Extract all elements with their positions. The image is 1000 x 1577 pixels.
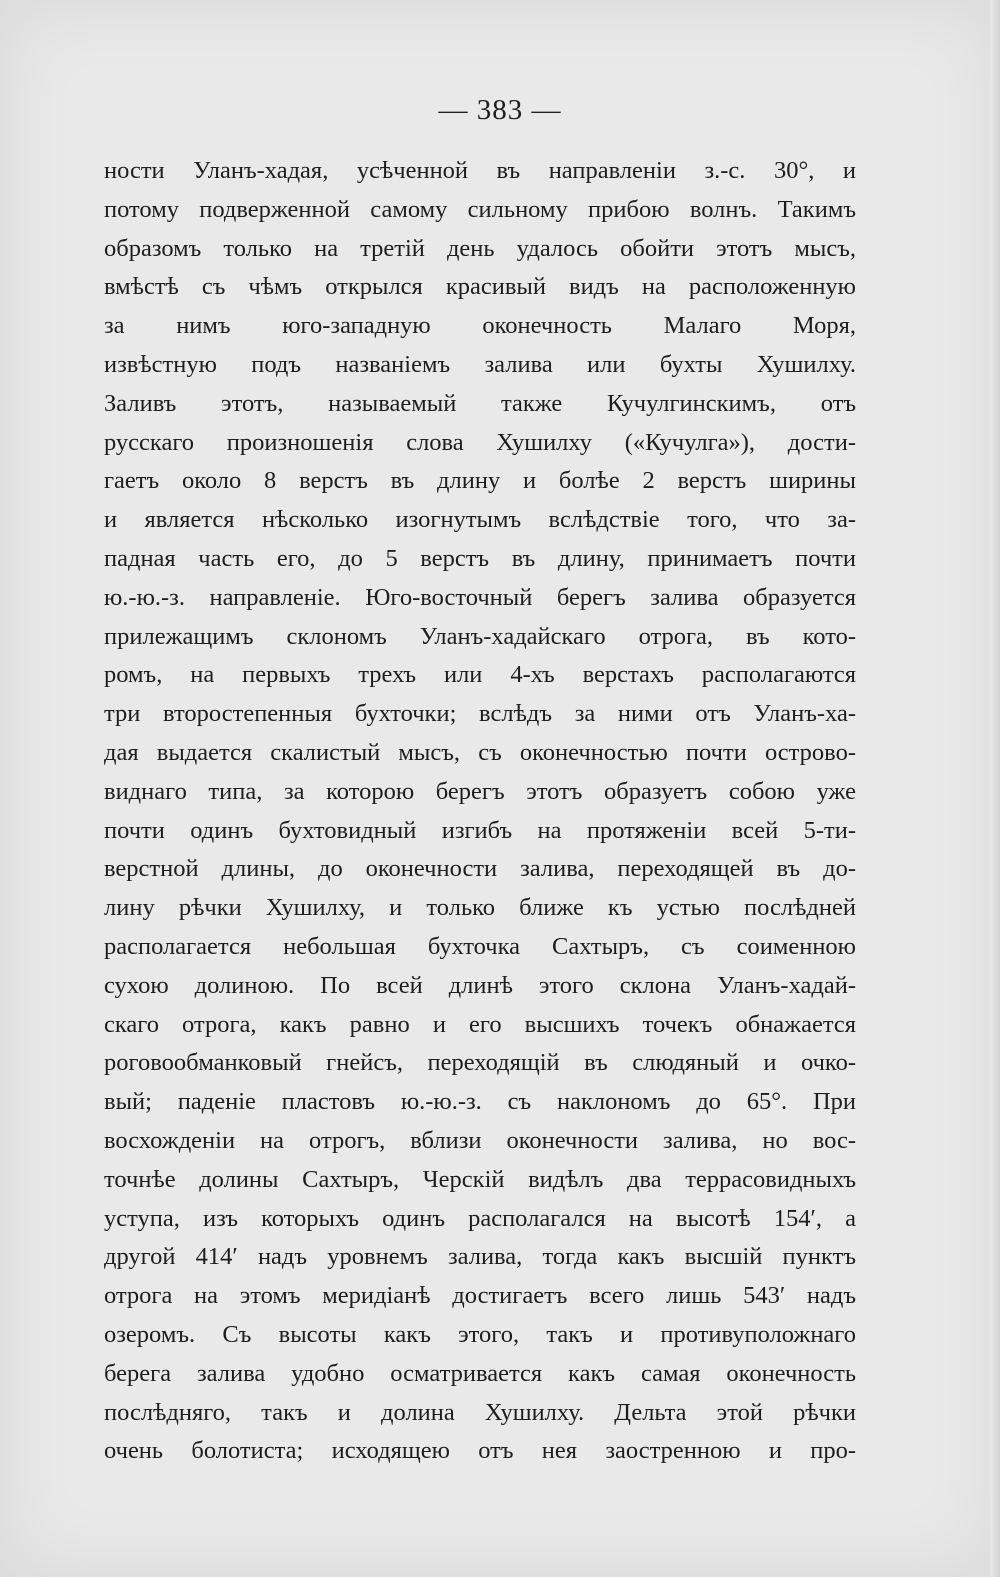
- page-edge-shadow: [990, 0, 1000, 1577]
- text-line-6: извѣстную подъ названіемъ залива или бухты Хушилху.: [104, 350, 856, 378]
- text-line-34: очень болотиста; исходящею отъ нея заостренною и про-: [104, 1437, 856, 1465]
- text-line-7: Заливъ этотъ, называемый также Кучулгинскимъ, отъ: [104, 389, 856, 417]
- text-line-9: гаетъ около 8 верстъ въ длину и болѣе 2 верстъ ширины: [104, 467, 856, 495]
- text-line-27: точнѣе долины Сахтыръ, Черскій видѣлъ два террасовидныхъ: [104, 1165, 856, 1193]
- text-line-15: три второстепенныя бухточки; вслѣдъ за ними отъ Уланъ-ха-: [104, 700, 856, 728]
- text-line-33: послѣдняго, такъ и долина Хушилху. Дельта этой рѣчки: [104, 1398, 856, 1426]
- text-line-30: отрога на этомъ меридіанѣ достигаетъ всего лишь 543′ надъ: [104, 1282, 856, 1310]
- body-text: [104, 152, 856, 1471]
- text-line-2: потому подверженной самому сильному прибою волнъ. Такимъ: [104, 195, 856, 223]
- text-line-11: падная часть его, до 5 верстъ въ длину, принимаетъ почти: [104, 544, 856, 572]
- text-line-28: уступа, изъ которыхъ одинъ располагался на высотѣ 154′, а: [104, 1204, 856, 1232]
- page-number: — 383 —: [438, 94, 562, 126]
- text-line-32: берега залива удобно осматривается какъ самая оконечность: [104, 1359, 856, 1387]
- text-line-17: виднаго типа, за которою берегъ этотъ образуетъ собою уже: [104, 777, 856, 805]
- text-line-1: ности Уланъ-хадая, усѣченной въ направленіи з.-с. 30°, и: [104, 157, 856, 184]
- text-line-21: располагается небольшая бухточка Сахтыръ, съ соименною: [104, 932, 856, 960]
- text-line-29: другой 414′ надъ уровнемъ залива, тогда какъ высшій пунктъ: [104, 1243, 856, 1271]
- text-line-12: ю.-ю.-з. направленіе. Юго-восточный берегъ залива образуется: [104, 583, 856, 611]
- text-line-8: русскаго произношенія слова Хушилху («Кучулга»), дости-: [104, 428, 856, 456]
- text-line-18: почти одинъ бухтовидный изгибъ на протяженіи всей 5-ти-: [104, 816, 856, 844]
- text-line-22: сухою долиною. По всей длинѣ этого склона Уланъ-хадай-: [104, 971, 856, 999]
- text-line-14: ромъ, на первыхъ трехъ или 4-хъ верстахъ располагаются: [104, 661, 856, 689]
- text-line-5: за нимъ юго-западную оконечность Малаго Моря,: [104, 312, 856, 340]
- text-line-3: образомъ только на третій день удалось обойти этотъ мысъ,: [104, 234, 856, 262]
- text-line-24: роговообманковый гнейсъ, переходящій въ слюдяный и очко-: [104, 1049, 856, 1077]
- text-line-13: прилежащимъ склономъ Уланъ-хадайскаго отрога, въ кото-: [104, 622, 856, 650]
- text-line-25: вый; паденіе пластовъ ю.-ю.-з. съ наклономъ до 65°. При: [104, 1088, 856, 1116]
- text-line-26: восхожденіи на отрогъ, вблизи оконечности залива, но вос-: [104, 1126, 856, 1154]
- text-line-23: скаго отрога, какъ равно и его высшихъ точекъ обнажается: [104, 1010, 856, 1038]
- text-line-10: и является нѣсколько изогнутымъ вслѣдствіе того, что за-: [104, 506, 856, 534]
- text-line-19: верстной длины, до оконечности залива, переходящей въ до-: [104, 855, 856, 883]
- text-line-31: озеромъ. Съ высоты какъ этого, такъ и противуположнаго: [104, 1320, 856, 1348]
- text-line-16: дая выдается скалистый мысъ, съ оконечностью почти острово-: [104, 738, 856, 766]
- text-line-4: вмѣстѣ съ чѣмъ открылся красивый видъ на расположенную: [104, 273, 856, 301]
- text-line-20: лину рѣчки Хушилху, и только ближе къ устью послѣдней: [104, 894, 856, 922]
